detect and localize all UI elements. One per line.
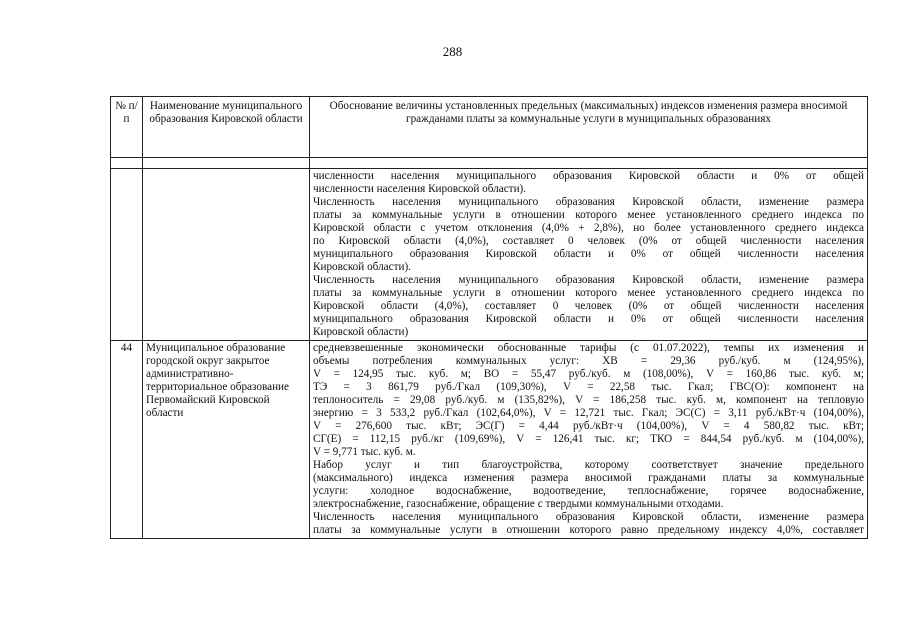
header-name xyxy=(143,97,310,158)
header-basis-label: Обоснование величины установленных предельных (максимальных) индексов изменения размера вносимой гражданами платы за коммунальные услуги в муниципальных образованиях xyxy=(329,100,848,125)
header-num xyxy=(111,97,143,158)
text-line: платы за коммунальные услуги в отношении которого равно предельному индексу 4,0%, составляет xyxy=(313,524,864,536)
text-line: Численность населения муниципального образования Кировской области, изменение размера xyxy=(313,511,864,523)
page-number: 288 xyxy=(442,44,463,59)
text-line: V = 9,771 тыс. куб. м. xyxy=(313,446,416,458)
table-row xyxy=(111,341,868,539)
indices-table xyxy=(110,96,868,539)
text-line: Кировской области). xyxy=(313,261,411,273)
row-num-cell xyxy=(111,169,143,341)
text-line: Набор услуг и тип благоустройства, которому соответствует значение предельного xyxy=(313,459,864,471)
text-line: муниципального образования Кировской области и 0% от общей численности населения xyxy=(313,313,864,325)
gap-cell xyxy=(111,158,143,169)
text-line: теплоноситель = 29,08 руб./куб. м (135,82%), V = 186,258 тыс. куб. м, компонент на тепловую xyxy=(313,394,864,406)
page-break-gap xyxy=(111,158,868,169)
text-line: V = 276,600 тыс. кВт; ЭС(Г) = 4,44 руб./кВт·ч (104,00%), V = 4 580,82 тыс. кВт; xyxy=(313,420,864,432)
row-name-cell: Муниципальное образование городской округ закрытое административно-территориальное образование Первомайский Кировской области xyxy=(143,341,310,539)
text-line: СГ(Е) = 112,15 руб./кг (109,69%), V = 126,41 тыс. кг; ТКО = 844,54 руб./куб. м (104,00%), xyxy=(313,433,864,445)
text-line: численности населения муниципального образования Кировской области и 0% от общей xyxy=(313,170,864,182)
header-name-label: Наименование муниципального образования Кировской области xyxy=(149,100,303,125)
gap-cell xyxy=(310,158,868,169)
text-line: Кировской области с учетом отклонения (4,0% + 2,8%), но более установленного среднего индекса xyxy=(313,222,864,234)
text-line: по Кировской области (4,0%), составляет 0 человек (0% от общей численности населения xyxy=(313,235,864,247)
text-line: объемы потребления коммунальных услуг: ХВ = 29,36 руб./куб. м (124,95%), xyxy=(313,355,864,367)
row-basis-cell xyxy=(310,341,868,539)
text-line: средневзвешенные экономически обоснованные тарифы (с 01.07.2022), темпы их изменения и xyxy=(313,342,864,354)
row-name-cell xyxy=(143,169,310,341)
text-line: Кировской области) xyxy=(313,326,409,338)
gap-cell xyxy=(143,158,310,169)
row-num-cell: 44 xyxy=(111,341,143,539)
row-basis-cell xyxy=(310,169,868,341)
text-line: Кировской области (4,0%), составляет 0 человек (0% от общей численности населения xyxy=(313,300,864,312)
text-line: платы за коммунальные услуги в отношении которого менее установленного среднего индекса по xyxy=(313,287,864,299)
text-line: платы за коммунальные услуги в отношении которого менее установленного среднего индекса по xyxy=(313,209,864,221)
text-line: услуги: холодное водоснабжение, водоотведение, теплоснабжение, горячее водоснабжение, xyxy=(313,485,864,497)
header-basis xyxy=(310,97,868,158)
text-line: ТЭ = 3 861,79 руб./Гкал (109,30%), V = 22,58 тыс. Гкал; ГВС(О): компонент на xyxy=(313,381,864,393)
text-line: численности населения Кировской области). xyxy=(313,183,527,195)
text-line: электроснабжение, газоснабжение, обращение с твердыми коммунальными отходами. xyxy=(313,498,724,510)
text-line: V = 124,95 тыс. куб. м; ВО = 55,47 руб./куб. м (108,00%), V = 160,86 тыс. куб. м; xyxy=(313,368,864,380)
text-line: Численность населения муниципального образования Кировской области, изменение размера xyxy=(313,196,864,208)
text-line: муниципального образования Кировской области и 0% от общей численности населения xyxy=(313,248,864,260)
text-line: энергию = 3 533,2 руб./Гкал (102,64,0%), V = 12,721 тыс. Гкал; ЭС(С) = 3,11 руб./кВт·ч (104,00%), xyxy=(313,407,864,419)
text-line: (максимального) индекса изменения размера вносимой гражданами платы за коммунальные xyxy=(313,472,864,484)
header-num-label: № п/п xyxy=(115,100,138,125)
table-row xyxy=(111,169,868,341)
text-line: Численность населения муниципального образования Кировской области, изменение размера xyxy=(313,274,864,286)
table-header-row xyxy=(111,97,868,158)
